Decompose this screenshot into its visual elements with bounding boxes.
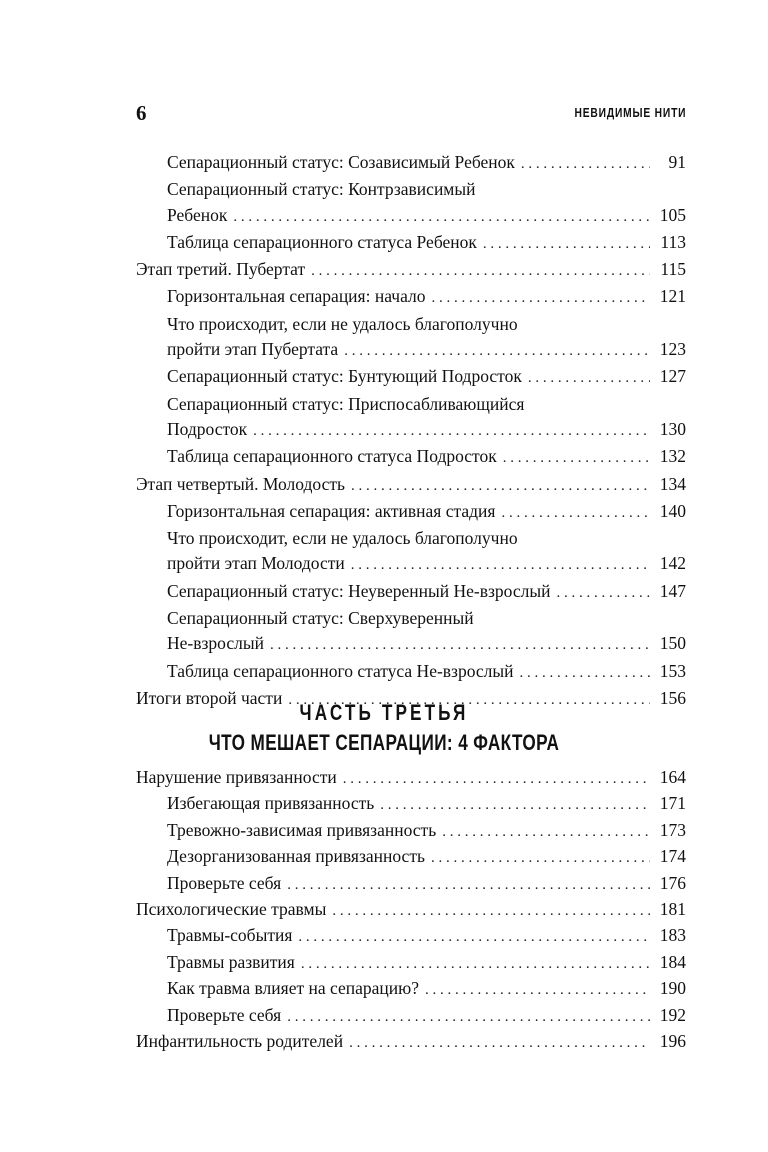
toc-entry-title: Подросток: [167, 418, 248, 439]
dot-leader: [344, 339, 650, 364]
toc-page-number: 164: [659, 767, 686, 787]
toc-entry-title: Ребенок: [167, 204, 228, 225]
toc-entry: [136, 230, 686, 257]
toc-page-number: 140: [659, 500, 686, 521]
dot-leader: [301, 952, 650, 976]
toc-entry-title: Тревожно-зависимая привязанность: [167, 819, 437, 840]
toc-page-number: 176: [659, 872, 686, 893]
toc-entry-title: пройти этап Молодости: [167, 553, 345, 574]
dot-leader: [521, 152, 650, 177]
table-of-contents-bottom: [136, 765, 686, 1055]
toc-page-number: 113: [660, 231, 686, 252]
toc-page-number: 184: [659, 951, 686, 972]
dot-leader: [311, 259, 650, 284]
toc-page-number: 121: [659, 286, 686, 307]
toc-entry: [136, 312, 686, 365]
toc-entry-title: Инфантильность родителей: [136, 1031, 344, 1052]
toc-entry: [136, 871, 686, 897]
toc-entry-title: Травмы-события: [167, 925, 293, 946]
toc-entry-title: Как травма влияет на сепарацию?: [167, 978, 419, 999]
dot-leader: [287, 873, 650, 897]
toc-page-number: 130: [659, 418, 686, 439]
toc-entry: [136, 659, 686, 686]
toc-entry-title: Дезорганизованная привязанность: [167, 846, 425, 867]
toc-entry: [136, 950, 686, 976]
toc-entry: [136, 844, 686, 870]
dot-leader: [557, 581, 651, 606]
dot-leader: [298, 925, 650, 949]
toc-entry-title: Что происходит, если не удалось благополучно: [167, 313, 518, 334]
toc-page-number: 105: [659, 204, 686, 225]
dot-leader: [351, 474, 650, 499]
toc-entry-title: Проверьте себя: [167, 1004, 282, 1025]
toc-entry-title: Таблица сепарационного статуса Подросток: [167, 446, 497, 467]
part-subtitle: ЧТО МЕШАЕТ СЕПАРАЦИИ: 4 ФАКТОРА: [208, 730, 560, 755]
page-number: 6: [136, 101, 147, 125]
toc-entry: [136, 364, 686, 391]
toc-entry: [136, 150, 686, 177]
toc-entry: [136, 1029, 686, 1055]
toc-page-number: 190: [659, 978, 686, 999]
toc-entry-title: Травмы развития: [167, 951, 295, 972]
toc-entry: [136, 791, 686, 817]
toc-page-number: 183: [659, 925, 686, 946]
dot-leader: [528, 366, 650, 391]
part-heading: [0, 698, 768, 758]
toc-page-number: 153: [659, 660, 686, 681]
toc-page-number: 196: [659, 1031, 686, 1052]
dot-leader: [349, 1031, 650, 1055]
dot-leader: [431, 286, 650, 311]
toc-entry-title: Сепарационный статус: Созависимый Ребенок: [167, 152, 515, 172]
dot-leader: [332, 899, 650, 923]
toc-entry: [136, 579, 686, 606]
toc-entry-title: Нарушение привязанности: [136, 767, 337, 787]
toc-page-number: 171: [659, 793, 686, 814]
dot-leader: [343, 767, 650, 791]
part-title: ЧАСТЬ ТРЕТЬЯ: [299, 700, 469, 725]
dot-leader: [503, 446, 650, 471]
dot-leader: [380, 793, 650, 817]
toc-page-number: 127: [659, 366, 686, 387]
toc-entry-title: Таблица сепарационного статуса Не-взрослый: [167, 660, 514, 681]
toc-page-number: 181: [659, 899, 686, 920]
dot-leader: [483, 232, 650, 257]
toc-entry-title: Этап четвертый. Молодость: [136, 473, 345, 494]
toc-entry: [136, 472, 686, 499]
toc-entry-title: Сепарационный статус: Бунтующий Подросток: [167, 366, 522, 387]
toc-entry-title: Таблица сепарационного статуса Ребенок: [167, 231, 477, 252]
dot-leader: [253, 419, 650, 444]
toc-entry: [136, 444, 686, 471]
toc-page-number: 156: [659, 687, 686, 708]
dot-leader: [270, 633, 650, 658]
toc-entry-title: Горизонтальная сепарация: активная стадия: [167, 500, 496, 521]
toc-entry-title: пройти этап Пубертата: [167, 339, 339, 360]
toc-entry: [136, 606, 686, 659]
dot-leader: [431, 846, 650, 870]
dot-leader: [442, 820, 650, 844]
dot-leader: [425, 978, 650, 1002]
toc-entry-title: Сепарационный статус: Контрзависимый: [167, 179, 476, 200]
toc-entry-title: Сепарационный статус: Неуверенный Не-взрослый: [167, 580, 551, 601]
table-of-contents-top: [136, 150, 686, 713]
dot-leader: [520, 661, 650, 686]
toc-entry-title: Сепарационный статус: Приспосабливающийся: [167, 393, 525, 414]
toc-entry: [136, 284, 686, 311]
toc-entry: [136, 257, 686, 284]
toc-page-number: 123: [659, 339, 686, 360]
toc-entry-title: Горизонтальная сепарация: начало: [167, 286, 426, 307]
toc-entry: [136, 765, 686, 791]
running-title: НЕВИДИМЫЕ НИТИ: [574, 106, 686, 120]
toc-entry-title: Психологические травмы: [136, 899, 327, 920]
toc-page-number: 192: [659, 1004, 686, 1025]
toc-entry-title: Этап третий. Пубертат: [136, 259, 306, 280]
toc-entry-title: Проверьте себя: [167, 872, 282, 893]
page-header: [0, 0, 768, 140]
toc-page-number: 150: [659, 633, 686, 654]
toc-entry: [136, 923, 686, 949]
toc-page-number: 174: [659, 846, 686, 867]
toc-entry: [136, 976, 686, 1002]
toc-page-number: 142: [659, 553, 686, 574]
toc-entry-title: Сепарационный статус: Сверхуверенный: [167, 608, 474, 629]
toc-page-number: 134: [659, 473, 686, 494]
toc-entry: [136, 499, 686, 526]
toc-entry: [136, 392, 686, 445]
toc-entry-title: Что происходит, если не удалось благополучно: [167, 528, 518, 549]
toc-page-number: 91: [668, 152, 686, 172]
dot-leader: [233, 205, 650, 230]
toc-entry: [136, 897, 686, 923]
toc-page-number: 173: [659, 819, 686, 840]
toc-entry: [136, 818, 686, 844]
toc-page-number: 132: [659, 446, 686, 467]
toc-entry-title: Избегающая привязанность: [167, 793, 375, 814]
toc-entry-title: Не-взрослый: [167, 633, 264, 654]
toc-entry-title: Итоги второй части: [136, 687, 283, 708]
toc-page-number: 147: [659, 580, 686, 601]
toc-entry: [136, 1003, 686, 1029]
dot-leader: [351, 553, 650, 578]
toc-entry: [136, 526, 686, 579]
dot-leader: [501, 501, 650, 526]
toc-page-number: 115: [660, 259, 686, 280]
dot-leader: [287, 1005, 650, 1029]
toc-entry: [136, 177, 686, 230]
